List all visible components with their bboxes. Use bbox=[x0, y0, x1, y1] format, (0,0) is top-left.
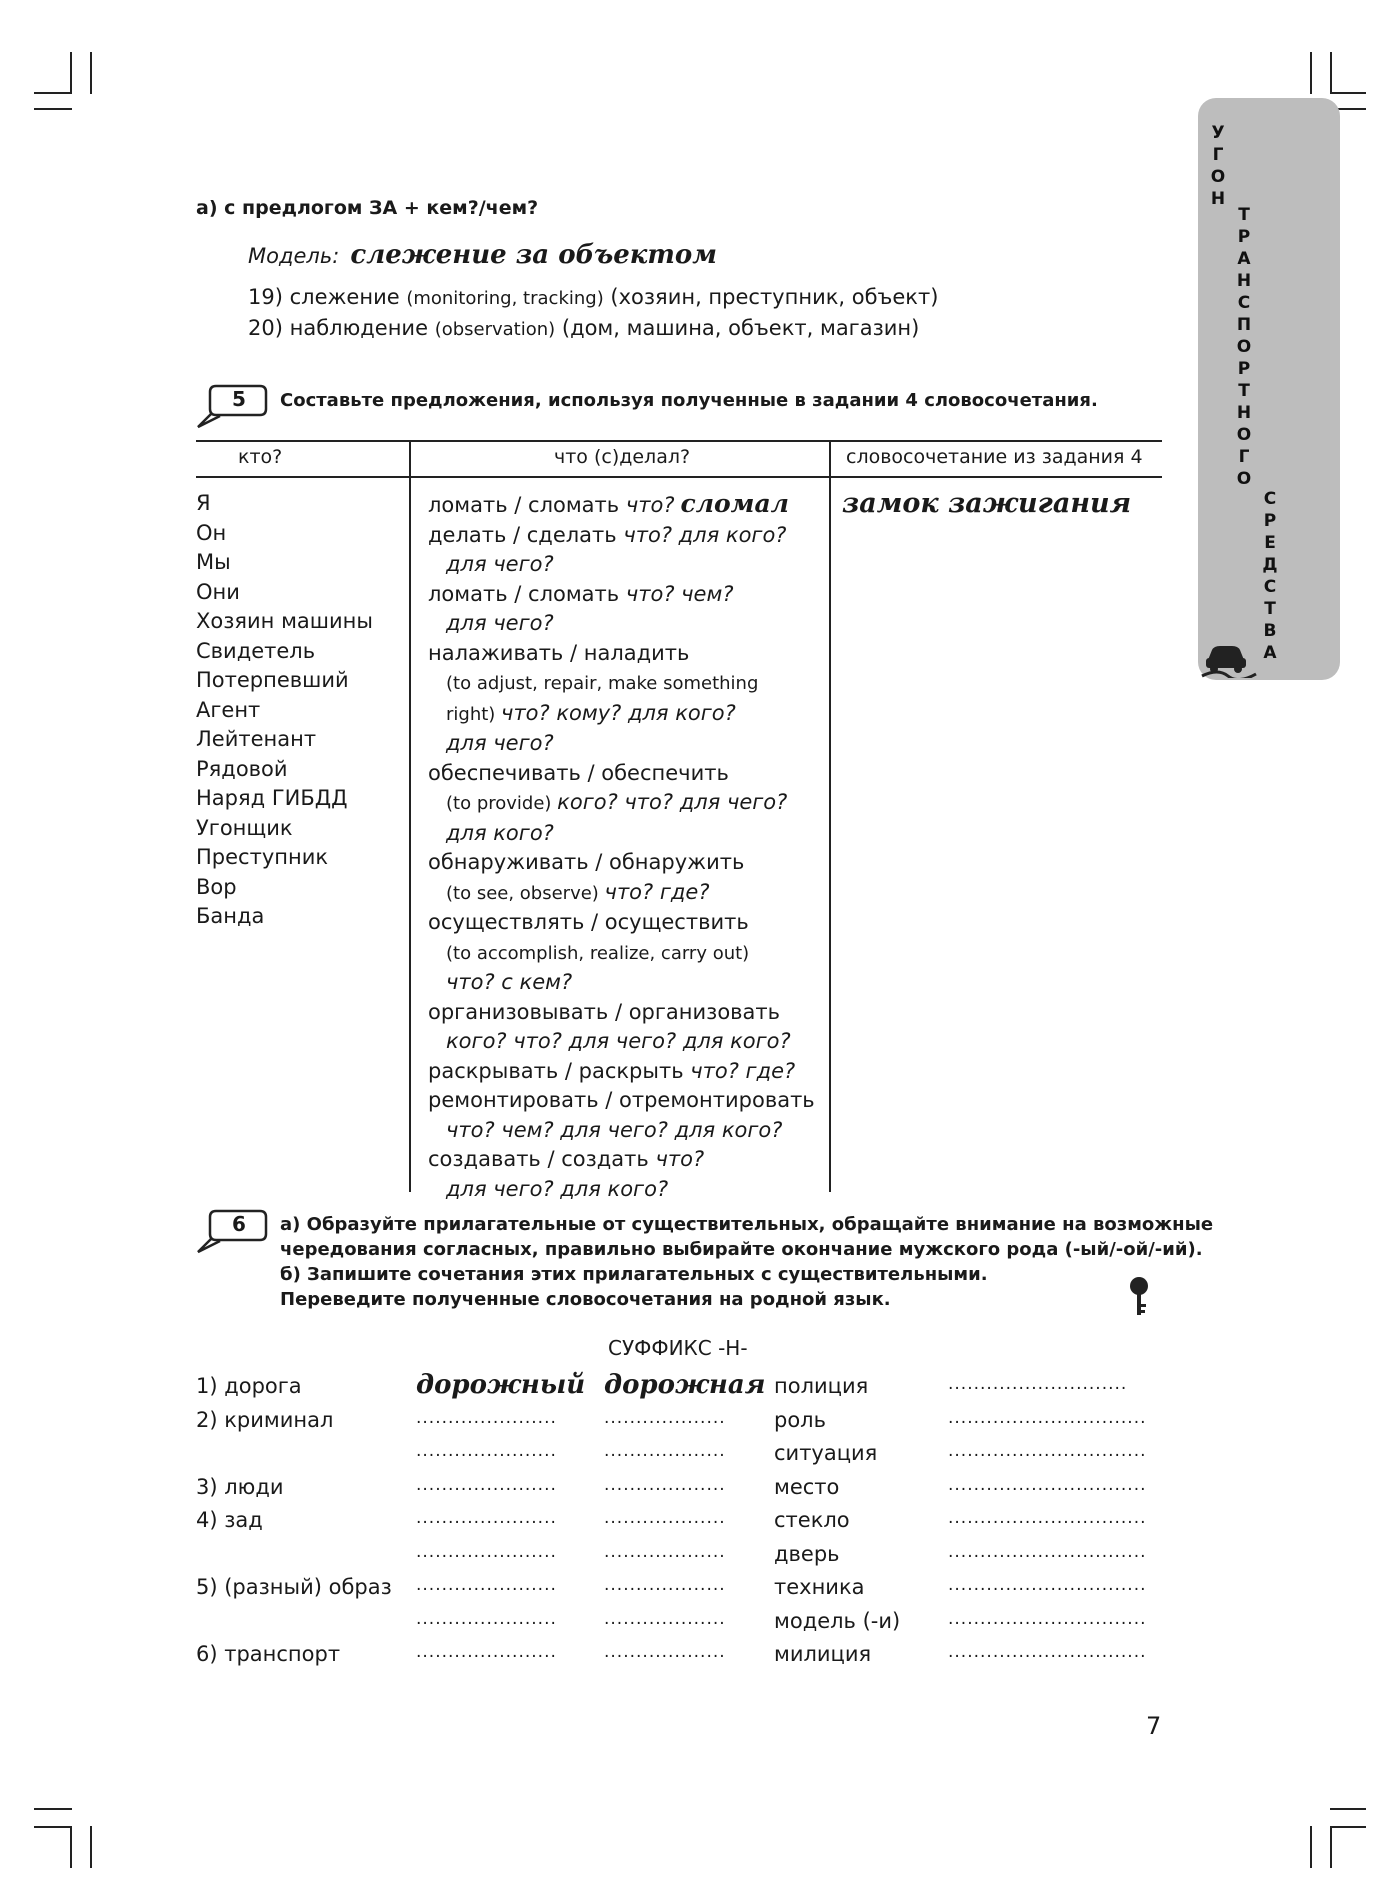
tab-letter: Т bbox=[1238, 205, 1250, 225]
answer-blank[interactable]: ...................... bbox=[416, 1608, 557, 1629]
suffix-row bbox=[196, 1408, 1156, 1442]
task6-instructions: а) Образуйте прилагательные от существительных, обращайте внимание на возможные чередования согласных, правильно выбирайте окончание мужского рода (-ый/-ой/-ий). б) Запишите сочетания этих прилагательных с существительными. Переведите полученные словосочетания на родной язык. bbox=[280, 1214, 1214, 1310]
answer-blank[interactable]: ...................... bbox=[416, 1541, 557, 1562]
subject-item: Хозяин машины bbox=[196, 609, 373, 633]
tab-letter: Р bbox=[1237, 227, 1251, 247]
answer-blank[interactable]: ............................... bbox=[948, 1441, 1147, 1461]
answer-blank[interactable]: ...................... bbox=[416, 1508, 557, 1528]
tab-letter: О bbox=[1236, 337, 1252, 357]
subjects-list bbox=[196, 489, 373, 932]
tab-letter: У bbox=[1211, 123, 1225, 143]
verbs-list bbox=[428, 489, 828, 1204]
verb-line: что? чем? для чего? для кого? bbox=[446, 1117, 783, 1142]
tab-letter: Т bbox=[1238, 381, 1250, 401]
subject-item: Он bbox=[196, 520, 227, 545]
suffix-row bbox=[196, 1609, 1156, 1643]
answer-blank[interactable]: ................... bbox=[604, 1508, 726, 1528]
tab-letter: Е bbox=[1264, 533, 1276, 553]
answer-blank[interactable]: ................... bbox=[604, 1642, 726, 1662]
answer-blank[interactable]: ...................... bbox=[416, 1642, 557, 1662]
tab-letter: Т bbox=[1264, 599, 1276, 619]
exercise-items bbox=[248, 283, 938, 344]
source-noun: 1) дорога bbox=[196, 1374, 302, 1398]
target-noun: модель (-и) bbox=[774, 1608, 901, 1633]
tab-letter: П bbox=[1236, 315, 1252, 335]
answer-blank[interactable]: ...................... bbox=[416, 1575, 557, 1595]
tab-word-sredstva bbox=[1262, 488, 1278, 664]
tab-letter: С bbox=[1263, 577, 1277, 597]
suffix-row bbox=[196, 1542, 1156, 1576]
tab-letter: Н bbox=[1236, 271, 1252, 291]
answer-blank[interactable]: ............................... bbox=[948, 1508, 1147, 1528]
verb-line: кого? что? для чего? для кого? bbox=[446, 1029, 791, 1053]
verb-line: для чего? для кого? bbox=[446, 1176, 669, 1201]
tab-letter: Р bbox=[1263, 511, 1277, 531]
answer-blank[interactable]: ............................... bbox=[948, 1642, 1147, 1662]
tab-letter: В bbox=[1263, 621, 1277, 641]
answer-blank[interactable]: ................... bbox=[604, 1474, 726, 1495]
source-noun: 5) (разный) образ bbox=[196, 1575, 392, 1599]
suffix-table bbox=[196, 1370, 1156, 1676]
verb-line: right) что? кому? для кого? bbox=[446, 700, 736, 725]
subject-item: Потерпевший bbox=[196, 668, 349, 692]
answer-blank[interactable]: ................... bbox=[604, 1441, 726, 1461]
tab-letter: Г bbox=[1212, 145, 1224, 165]
verb-line: для кого? bbox=[446, 820, 554, 845]
table-col-divider bbox=[829, 440, 831, 1192]
tab-letter: О bbox=[1236, 469, 1252, 489]
tab-letter: А bbox=[1237, 249, 1251, 269]
subject-item: Я bbox=[196, 491, 211, 515]
handwritten-answer: сломал bbox=[680, 489, 789, 518]
tab-letter: А bbox=[1263, 643, 1277, 663]
target-noun: стекло bbox=[774, 1508, 850, 1532]
answer-blank[interactable]: ............................... bbox=[948, 1575, 1147, 1595]
verb-line: для чего? bbox=[446, 731, 554, 755]
source-noun: 4) зад bbox=[196, 1508, 263, 1532]
verb-line: организовывать / организовать bbox=[428, 999, 781, 1024]
suffix-row bbox=[196, 1370, 1156, 1408]
verb-line: (to provide) кого? что? для чего? bbox=[446, 790, 788, 814]
subject-item: Лейтенант bbox=[196, 727, 317, 751]
tab-letter: Г bbox=[1238, 447, 1250, 467]
exercise-item: 19) слежение (monitoring, tracking) (хозяин, преступник, объект) bbox=[248, 285, 939, 309]
exercise-item: 20) наблюдение (observation) (дом, машина, объект, магазин) bbox=[248, 315, 920, 340]
target-noun: роль bbox=[774, 1407, 826, 1432]
verb-line: ломать / сломать что? чем? bbox=[428, 581, 734, 606]
tab-word-transportnogo bbox=[1236, 204, 1252, 490]
subject-item: Угонщик bbox=[196, 815, 293, 840]
subject-item: Рядовой bbox=[196, 756, 288, 781]
answer-blank[interactable]: ............................... bbox=[948, 1407, 1147, 1428]
answer-blank[interactable]: ................... bbox=[604, 1407, 726, 1428]
target-noun: техника bbox=[774, 1575, 865, 1599]
answer-blank[interactable]: ................... bbox=[604, 1541, 726, 1562]
answer-blank[interactable]: ............................ bbox=[948, 1374, 1128, 1394]
tab-letter: О bbox=[1210, 167, 1226, 187]
suffix-row bbox=[196, 1441, 1156, 1475]
verb-line: для чего? bbox=[446, 611, 554, 635]
verb-line: создавать / создать что? bbox=[428, 1147, 705, 1171]
section-a-heading: а) с предлогом ЗА + кем?/чем? bbox=[196, 197, 539, 219]
verb-line: (to adjust, repair, make something bbox=[446, 673, 759, 694]
suffix-row bbox=[196, 1508, 1156, 1542]
source-noun: 6) транспорт bbox=[196, 1642, 341, 1666]
skidding-car-icon bbox=[1198, 638, 1262, 678]
subject-item: Преступник bbox=[196, 845, 329, 869]
subject-item: Свидетель bbox=[196, 638, 316, 663]
handwritten-answer: дорожный bbox=[416, 1370, 586, 1400]
table-header-rule bbox=[196, 476, 1162, 478]
tab-word-ugon bbox=[1210, 122, 1226, 210]
verb-line: ломать / сломать что? сломал bbox=[428, 489, 789, 518]
subject-item: Мы bbox=[196, 550, 231, 574]
answer-blank[interactable]: ...................... bbox=[416, 1474, 557, 1495]
target-noun: ситуация bbox=[774, 1441, 878, 1465]
verb-line: ремонтировать / отремонтировать bbox=[428, 1088, 815, 1112]
subject-item: Наряд ГИБДД bbox=[196, 786, 348, 810]
suffix-row bbox=[196, 1575, 1156, 1609]
verb-line: обеспечивать / обеспечить bbox=[428, 760, 729, 785]
model-example: слежение за объектом bbox=[350, 240, 717, 270]
table-col-divider bbox=[409, 440, 411, 1192]
task-number-badge: 5 bbox=[194, 383, 270, 437]
subject-item: Вор bbox=[196, 874, 237, 899]
tab-letter: Д bbox=[1262, 555, 1278, 575]
answer-blank[interactable]: ................... bbox=[604, 1575, 726, 1595]
col-header-phrase: словосочетание из задания 4 bbox=[846, 446, 1143, 468]
task-number-badge: 6 bbox=[194, 1208, 270, 1262]
verb-line: для чего? bbox=[446, 552, 554, 576]
handwritten-answer: замок зажигания bbox=[842, 488, 1132, 519]
answer-blank[interactable]: ............................... bbox=[948, 1608, 1147, 1629]
answer-blank[interactable]: ...................... bbox=[416, 1407, 557, 1428]
answer-blank[interactable]: ............................... bbox=[948, 1474, 1147, 1495]
verb-line: что? с кем? bbox=[446, 970, 573, 994]
tab-letter: С bbox=[1263, 489, 1277, 509]
target-noun: место bbox=[774, 1474, 840, 1499]
tab-letter: Р bbox=[1237, 359, 1251, 379]
model-label: Модель: bbox=[248, 244, 340, 268]
answer-blank[interactable]: ................... bbox=[604, 1608, 726, 1629]
target-noun: полиция bbox=[774, 1374, 869, 1398]
subject-item: Банда bbox=[196, 904, 265, 928]
verb-line: делать / сделать что? для кого? bbox=[428, 522, 787, 547]
verb-line: (to see, observe) что? где? bbox=[446, 879, 710, 904]
subject-item: Они bbox=[196, 579, 240, 604]
tab-letter: С bbox=[1237, 293, 1251, 313]
col-header-who: кто? bbox=[238, 446, 283, 468]
suffix-row bbox=[196, 1475, 1156, 1509]
suffix-title: СУФФИКС -Н- bbox=[608, 1336, 748, 1360]
subject-item: Агент bbox=[196, 697, 261, 722]
tab-letter: Н bbox=[1210, 189, 1226, 209]
task5-instruction: Составьте предложения, используя полученные в задании 4 словосочетания. bbox=[280, 390, 1098, 411]
model-line bbox=[248, 240, 717, 270]
target-noun: милиция bbox=[774, 1642, 872, 1666]
key-icon bbox=[1126, 1276, 1152, 1318]
verb-line: осуществлять / осуществить bbox=[428, 910, 749, 934]
verb-line: раскрывать / раскрыть что? где? bbox=[428, 1058, 796, 1083]
source-noun: 3) люди bbox=[196, 1474, 284, 1499]
answer-blank[interactable]: ............................... bbox=[948, 1541, 1147, 1562]
handwritten-answer: дорожная bbox=[604, 1370, 766, 1400]
suffix-row bbox=[196, 1642, 1156, 1676]
source-noun: 2) криминал bbox=[196, 1407, 334, 1432]
answer-blank[interactable]: ...................... bbox=[416, 1441, 557, 1461]
col-header-did: что (с)делал? bbox=[554, 446, 691, 468]
page-number: 7 bbox=[1146, 1712, 1162, 1740]
tab-letter: О bbox=[1236, 425, 1252, 445]
verb-line: обнаруживать / обнаружить bbox=[428, 850, 745, 874]
tab-letter: Н bbox=[1236, 403, 1252, 423]
table-top-rule bbox=[196, 440, 1162, 442]
verb-line: (to accomplish, realize, carry out) bbox=[446, 942, 750, 964]
verb-line: налаживать / наладить bbox=[428, 640, 690, 665]
target-noun: дверь bbox=[774, 1541, 840, 1566]
